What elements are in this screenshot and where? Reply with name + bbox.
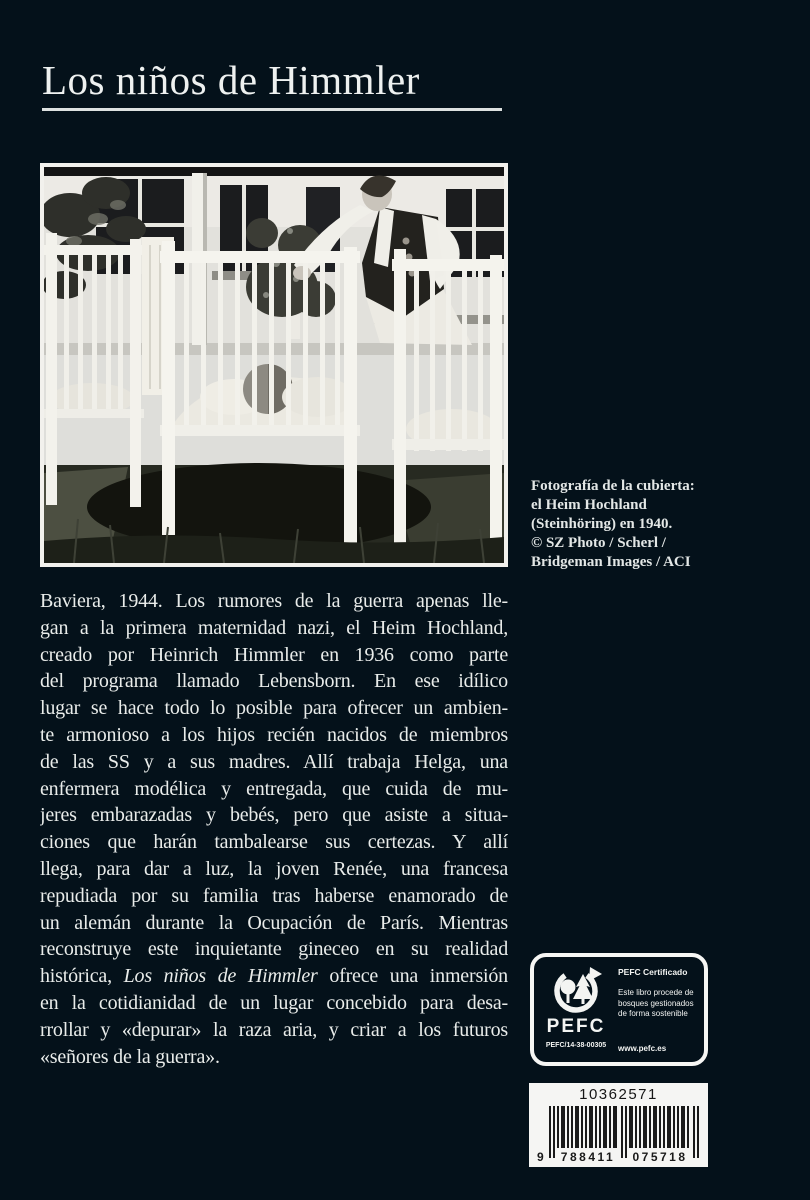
pefc-text-block (618, 957, 704, 1062)
synopsis-line: enfermera modélica y entregada, que cuida de mu- (40, 777, 508, 800)
pefc-logo-block (534, 957, 618, 1062)
synopsis-line: rrollar y «depurar» la raza aria, y criar a los futuros (40, 1018, 508, 1041)
synopsis-line: ciones que harán tambalearse sus certezas. Y allí (40, 831, 508, 854)
cover-photo-illustration (44, 167, 504, 563)
barcode (529, 1083, 708, 1167)
pefc-certification (530, 953, 708, 1066)
barcode-top-number: 10362571 (579, 1086, 658, 1103)
synopsis-line: «señores de la guerra». (40, 1045, 220, 1068)
book-title: Los niños de Himmler (42, 57, 420, 103)
synopsis (40, 588, 508, 1070)
photo-credit (531, 477, 771, 572)
book-title-inline: Los niños de Himmler (123, 965, 318, 988)
pefc-brand: PEFC (546, 1016, 606, 1037)
synopsis-text: histórica, (40, 965, 124, 988)
barcode-bars (537, 1104, 701, 1162)
credit-line: © SZ Photo / Scherl / (531, 535, 666, 551)
credit-line: el Heim Hochland (531, 497, 647, 513)
barcode-left-digits: 788411 (560, 1150, 615, 1162)
barcode-lead-digit: 9 (536, 1150, 544, 1162)
synopsis-line: de las SS y a sus madres. Allí trabaja Helga, una (40, 750, 508, 773)
barcode-right-digits: 075718 (631, 1150, 688, 1162)
pefc-trees-icon (548, 966, 604, 1016)
title-rule (42, 108, 502, 111)
cover-photo (40, 163, 508, 567)
synopsis-text: ofrece una inmersión (317, 965, 508, 988)
synopsis-line-italic (40, 963, 508, 990)
pefc-url: www.pefc.es (618, 1044, 667, 1053)
synopsis-line: lugar se hace todo lo posible para ofrecer un ambien- (40, 697, 508, 720)
pefc-description: Este libro procede de bosques gestionados de forma sostenible (618, 988, 694, 1018)
credit-line: Fotografía de la cubierta: (531, 478, 695, 494)
credit-line: (Steinhöring) en 1940. (531, 516, 673, 532)
synopsis-line: jeres embarazadas y bebés, pero que asiste a situa- (40, 804, 508, 827)
synopsis-line: un alemán durante la Ocupación de París. Mientras (40, 911, 508, 934)
synopsis-line: repudiada por su familia tras haberse enamorado de (40, 884, 508, 907)
pefc-title: PEFC Certificado (618, 967, 688, 977)
synopsis-line: gan a la primera maternidad nazi, el Heim Hochland, (40, 616, 508, 639)
synopsis-line: del programa llamado Lebensborn. En ese idílico (40, 670, 508, 693)
pefc-code: PEFC/14-38-00305 (545, 1042, 607, 1049)
synopsis-line: reconstruye este inquietante gineceo en su realidad (40, 938, 508, 961)
synopsis-line: creado por Heinrich Himmler en 1936 como parte (40, 643, 508, 666)
synopsis-line: llega, para dar a luz, la joven Renée, una francesa (40, 857, 508, 880)
synopsis-line: en la cotidianidad de un lugar concebido para desa- (40, 991, 508, 1014)
synopsis-line: te armonioso a los hijos recién nacidos de miembros (40, 723, 508, 746)
credit-line: Bridgeman Images / ACI (531, 554, 691, 570)
synopsis-line: Baviera, 1944. Los rumores de la guerra apenas lle- (40, 590, 508, 612)
